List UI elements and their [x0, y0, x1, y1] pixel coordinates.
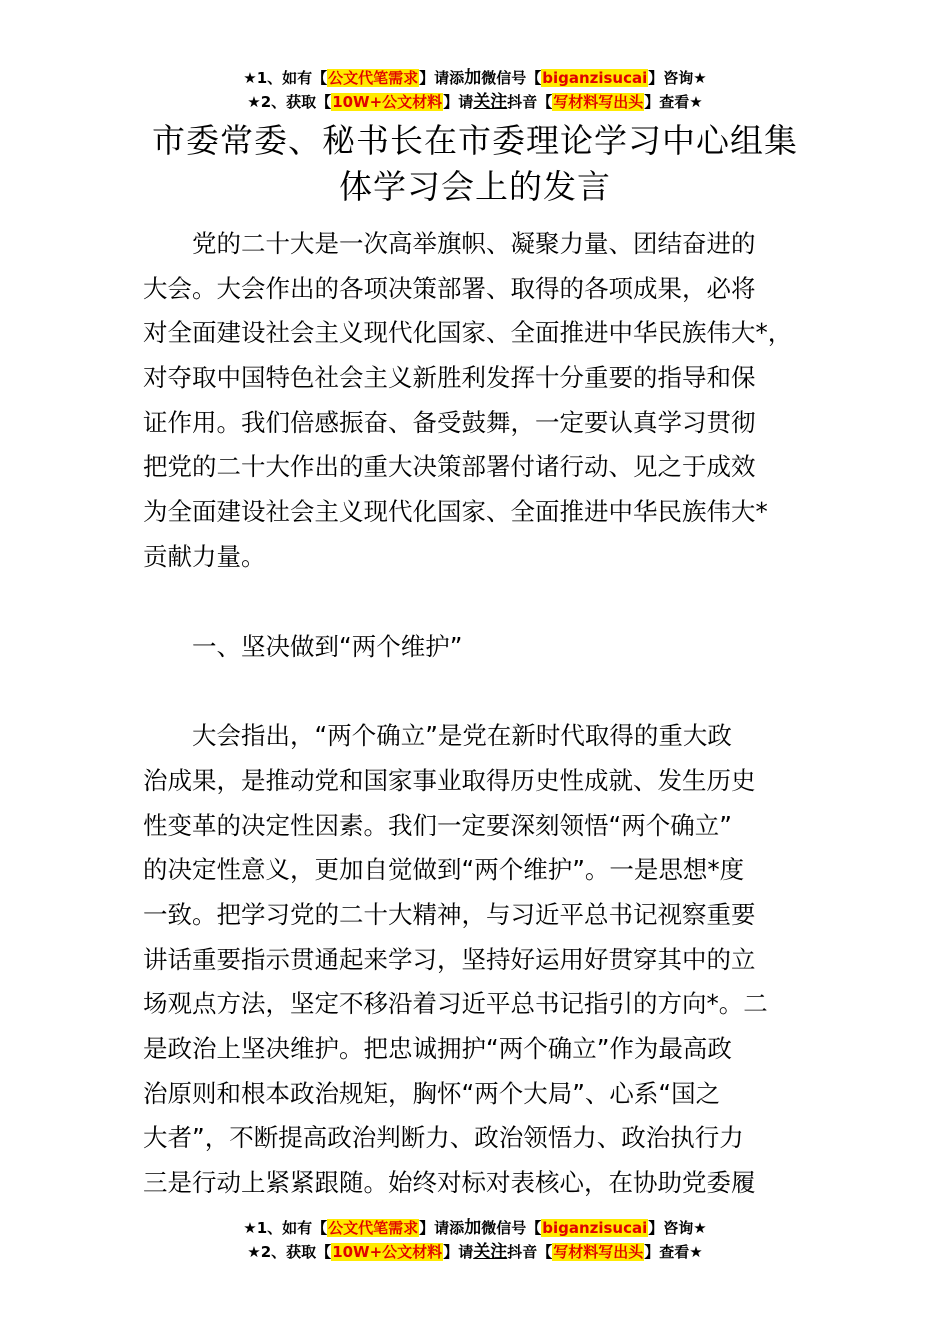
- banner-text: 加: [464, 68, 482, 88]
- paragraph-line: 把党的二十大作出的重大决策部署付诸行动、见之于成效: [143, 452, 756, 482]
- paragraph-line: 贡献力量。: [143, 541, 266, 571]
- paragraph-line: 三是行动上紧紧跟随。始终对标对表核心，在协助党委履: [143, 1168, 756, 1198]
- banner-text: 抖音【: [507, 1243, 553, 1261]
- paragraph-line: 证作用。我们倍感振奋、备受鼓舞，一定要认真学习贯彻: [143, 407, 756, 437]
- paragraph-line: 场观点方法，坚定不移沿着习近平总书记指引的方向*。二: [143, 989, 768, 1019]
- paragraph-line: 治成果，是推动党和国家事业取得历史性成就、发生历史: [143, 765, 756, 795]
- banner-text: 】请: [443, 1243, 474, 1261]
- banner-highlight: 10W+公文材料: [332, 1243, 443, 1261]
- paragraph-line: 讲话重要指示贯通起来学习，坚持好运用好贯穿其中的立: [143, 944, 756, 974]
- paragraph-spacer: [143, 669, 823, 714]
- paragraph-section-1: [143, 714, 823, 1206]
- douyin-account-highlight: 写材料写出头: [553, 1243, 644, 1261]
- banner-text: ★1、如有【: [243, 1219, 328, 1237]
- paragraph-line: 对夺取中国特色社会主义新胜利发挥十分重要的指导和保: [143, 363, 756, 393]
- paragraph-line: 大会指出，“两个确立”是党在新时代取得的重大政: [192, 721, 732, 751]
- paragraph-line: 是政治上坚决维护。把忠诚拥护“两个确立”作为最高政: [143, 1034, 732, 1063]
- footer-banner: [0, 1216, 950, 1264]
- banner-highlight: 公文代笔需求: [328, 1219, 419, 1237]
- banner-text: ★2、获取【: [247, 1243, 332, 1261]
- title-line-2: 体学习会上的发言: [339, 167, 611, 206]
- paragraph-intro: [143, 222, 823, 580]
- wechat-id-highlight: biganzisucai: [542, 1219, 648, 1237]
- banner-text: 】请: [443, 93, 474, 111]
- banner-text: 关注: [473, 92, 508, 112]
- banner-text: ★2、获取【: [247, 93, 332, 111]
- banner-text: ★1、如有【: [243, 69, 328, 87]
- banner-text: 抖音【: [507, 93, 553, 111]
- banner-text: 微信号【: [481, 1219, 542, 1237]
- banner-line-2: [0, 1240, 950, 1264]
- banner-line-2: [0, 90, 950, 114]
- banner-text: 】咨询★: [648, 69, 707, 87]
- banner-text: 】请添: [419, 1219, 465, 1237]
- banner-text: 加: [464, 1218, 482, 1238]
- wechat-id-highlight: biganzisucai: [542, 69, 648, 87]
- heading-line: 一、坚决做到“两个维护”: [192, 631, 463, 661]
- banner-highlight: 10W+公文材料: [332, 93, 443, 111]
- paragraph-line: 的决定性意义，更加自觉做到“两个维护”。一是思想*度: [143, 855, 745, 885]
- banner-highlight: 公文代笔需求: [328, 69, 419, 87]
- banner-text: 】请添: [419, 69, 465, 87]
- banner-text: 】查看★: [644, 93, 703, 111]
- title-line-1: 市委常委、秘书长在市委理论学习中心组集: [152, 121, 798, 160]
- paragraph-line: 大会。大会作出的各项决策部署、取得的各项成果，必将: [143, 273, 756, 303]
- paragraph-line: 大者”，不断提高政治判断力、政治领悟力、政治执行力: [143, 1123, 744, 1153]
- banner-text: 】咨询★: [648, 1219, 707, 1237]
- section-heading: [143, 625, 823, 670]
- paragraph-spacer: [143, 580, 823, 625]
- paragraph-line: 治原则和根本政治规矩，胸怀“两个大局”、心系“国之: [143, 1078, 721, 1108]
- banner-line-1: [0, 66, 950, 90]
- paragraph-line: 性变革的决定性因素。我们一定要深刻领悟“两个确立”: [143, 810, 732, 840]
- document-title: [0, 118, 950, 210]
- banner-line-1: [0, 1216, 950, 1240]
- paragraph-line: 一致。把学习党的二十大精神，与习近平总书记视察重要: [143, 899, 756, 929]
- document-body: [143, 222, 823, 1206]
- banner-text: 】查看★: [644, 1243, 703, 1261]
- paragraph-line: 为全面建设社会主义现代化国家、全面推进中华民族伟大*: [143, 497, 768, 527]
- douyin-account-highlight: 写材料写出头: [553, 93, 644, 111]
- banner-text: 关注: [473, 1242, 508, 1262]
- header-banner: [0, 66, 950, 114]
- paragraph-line: 党的二十大是一次高举旗帜、凝聚力量、团结奋进的: [192, 229, 756, 258]
- banner-text: 微信号【: [481, 69, 542, 87]
- paragraph-line: 对全面建设社会主义现代化国家、全面推进中华民族伟大*，: [143, 318, 793, 348]
